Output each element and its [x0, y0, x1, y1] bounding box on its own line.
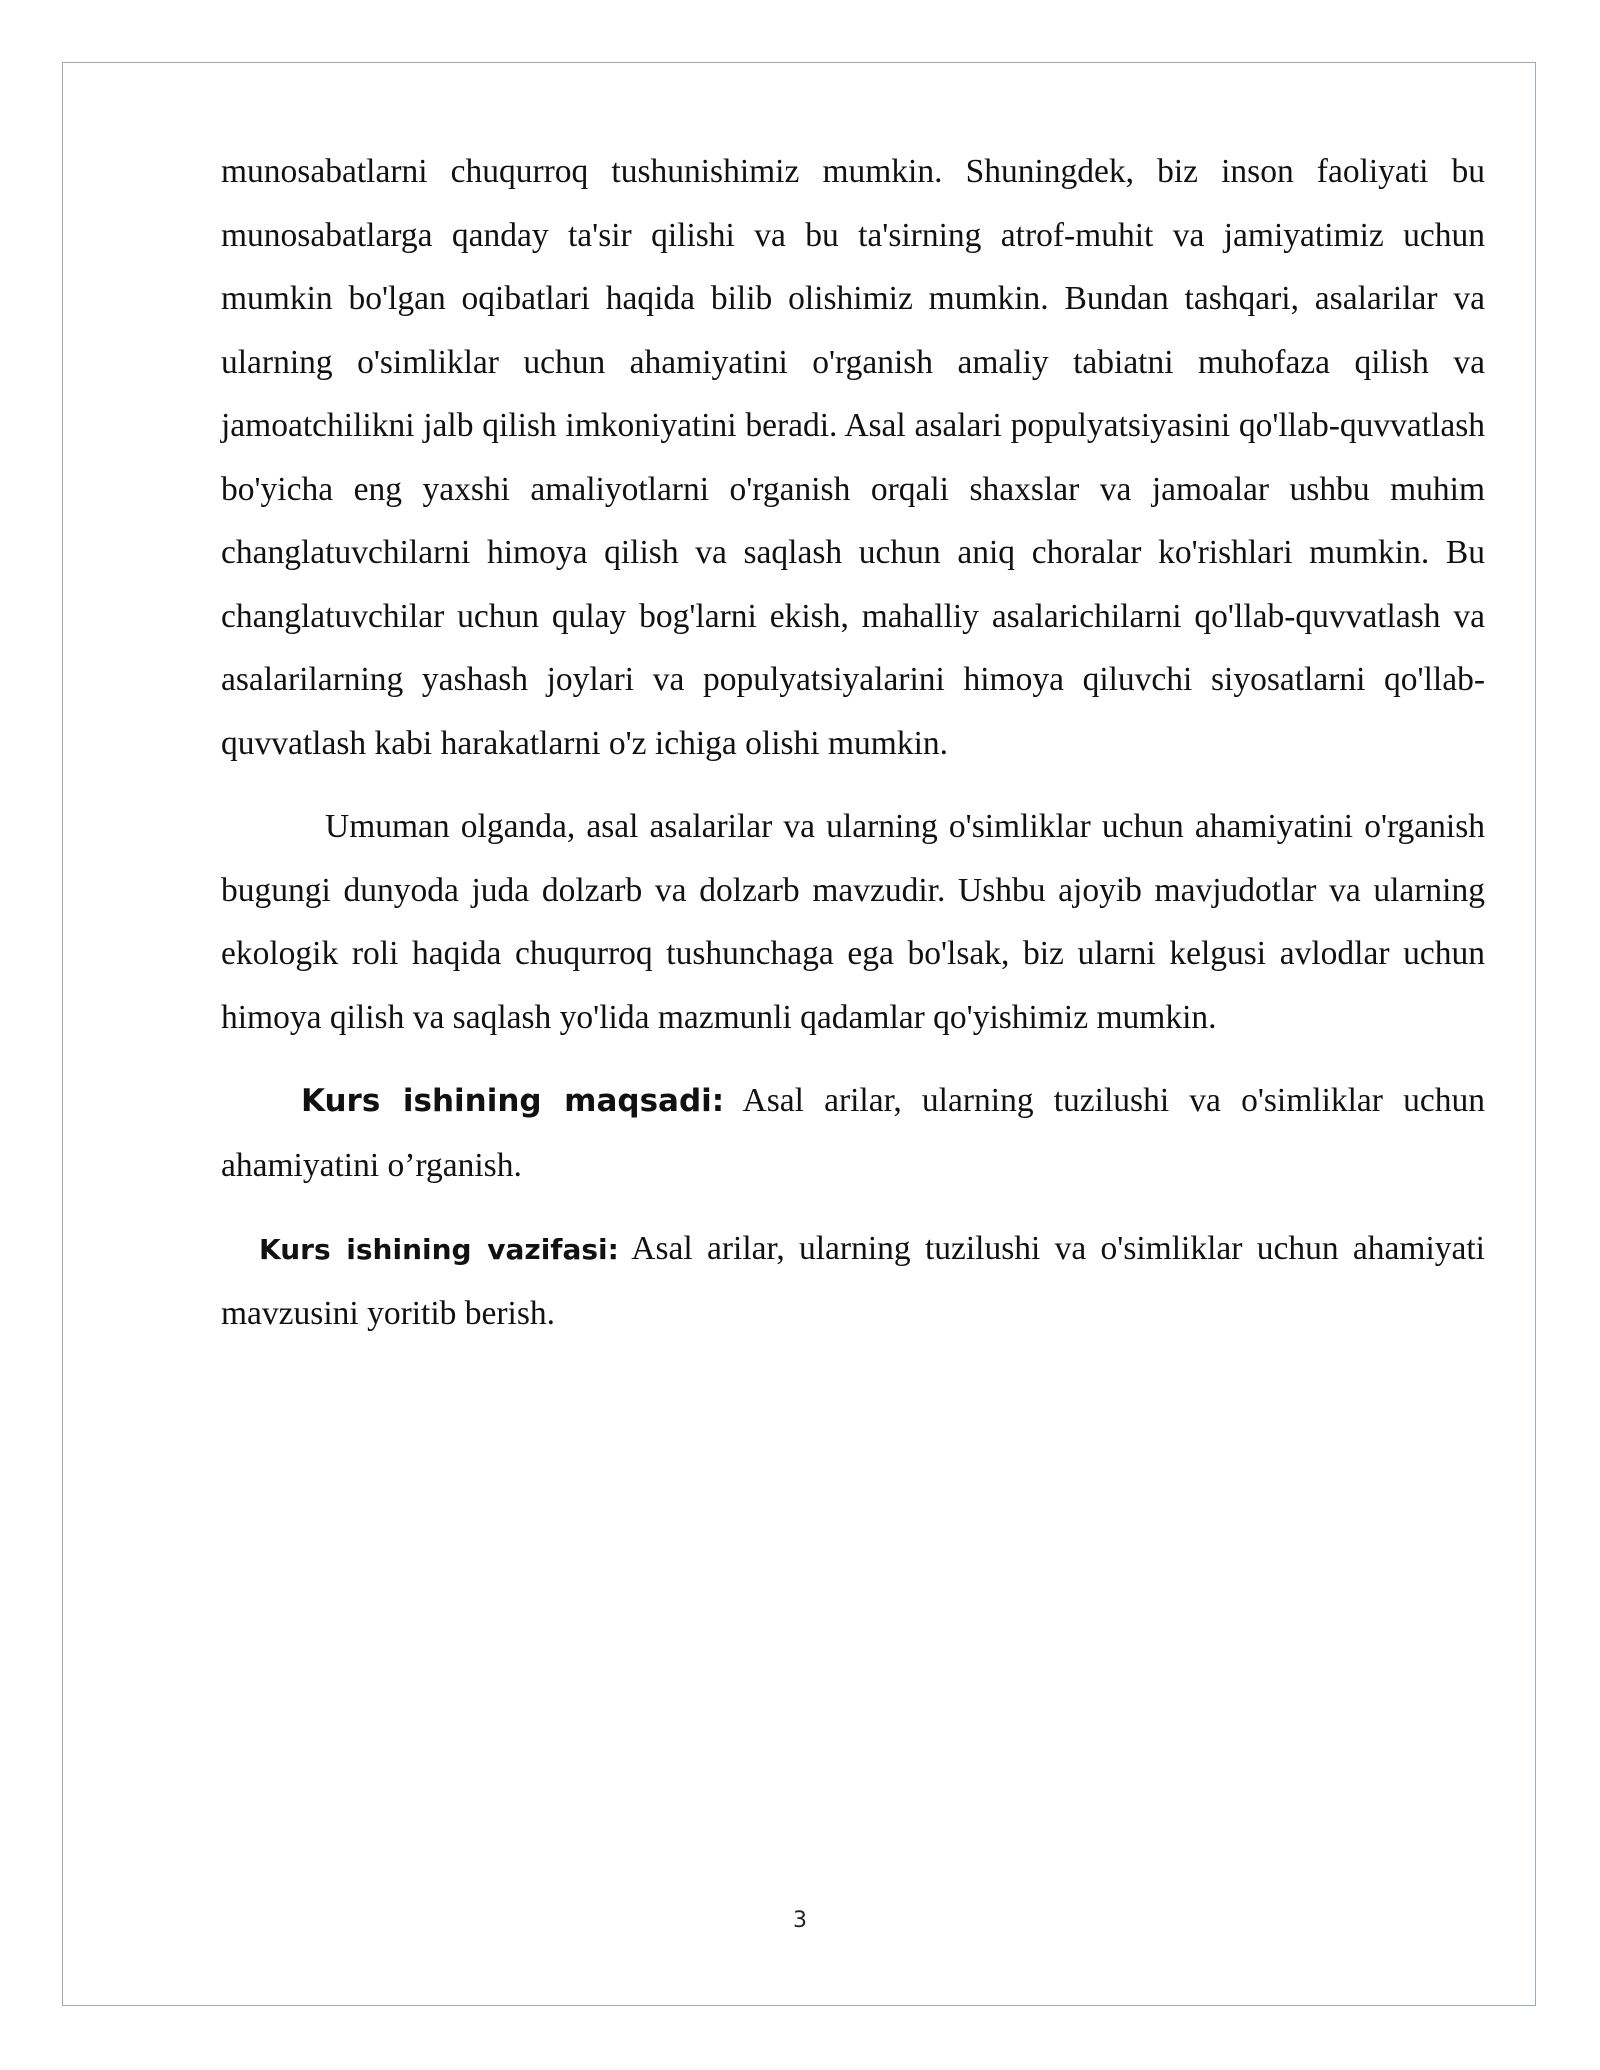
paragraph-task: [221, 1217, 1485, 1345]
task-label: Kurs ishining vazifasi:: [259, 1233, 619, 1266]
goal-text: Asal arilar, ularning tuzilushi va o'simliklar uchun ahamiyatini o’rganish.: [221, 1082, 1485, 1184]
goal-label: Kurs ishining maqsadi:: [301, 1083, 725, 1119]
paragraph-intro: munosabatlarni chuqurroq tushunishimiz mumkin. Shuningdek, biz inson faoliyati bu munosabatlarga qanday ta'sir qilishi va bu ta'sirning atrof-muhit va jamiyatimiz uchun mumkin bo'lgan oqibatlari haqida bilib olishimiz mumkin. Bundan tashqari, asalarilar va ularning o'simliklar uchun ahamiyatini o'rganish amaliy tabiatni muhofaza qilish va jamoatchilikni jalb qilish imkoniyatini beradi. Asal asalari populyatsiyasini qo'llab-quvvatlash bo'yicha eng yaxshi amaliyotlarni o'rganish orqali shaxslar va jamoalar ushbu muhim changlatuvchilarni himoya qilish va saqlash uchun aniq choralar ko'rishlari mumkin. Bu changlatuvchilar uchun qulay bog'larni ekish, mahalliy asalarichilarni qo'llab-quvvatlash va asalarilarning yashash joylari va populyatsiyalarini himoya qiluvchi siyosatlarni qo'llab-quvvatlash kabi harakatlarni o'z ichiga olishi mumkin.: [221, 153, 1485, 762]
paragraph-summary: Umuman olganda, asal asalarilar va ularning o'simliklar uchun ahamiyatini o'rganish bugungi dunyoda juda dolzarb va dolzarb mavzudir. Ushbu ajoyib mavjudotlar va ularning ekologik roli haqida chuqurroq tushunchaga ega bo'lsak, biz ularni kelgusi avlodlar uchun himoya qilish va saqlash yo'lida mazmunli qadamlar qo'yishimiz mumkin.: [221, 808, 1485, 1036]
page-number: 3: [793, 1908, 807, 1933]
paragraph-goal: [221, 1069, 1485, 1197]
document-body: [221, 140, 1485, 1345]
task-text: Asal arilar, ularning tuzilushi va o'simliklar uchun ahamiyati mavzusini yoritib berish.: [221, 1230, 1485, 1332]
